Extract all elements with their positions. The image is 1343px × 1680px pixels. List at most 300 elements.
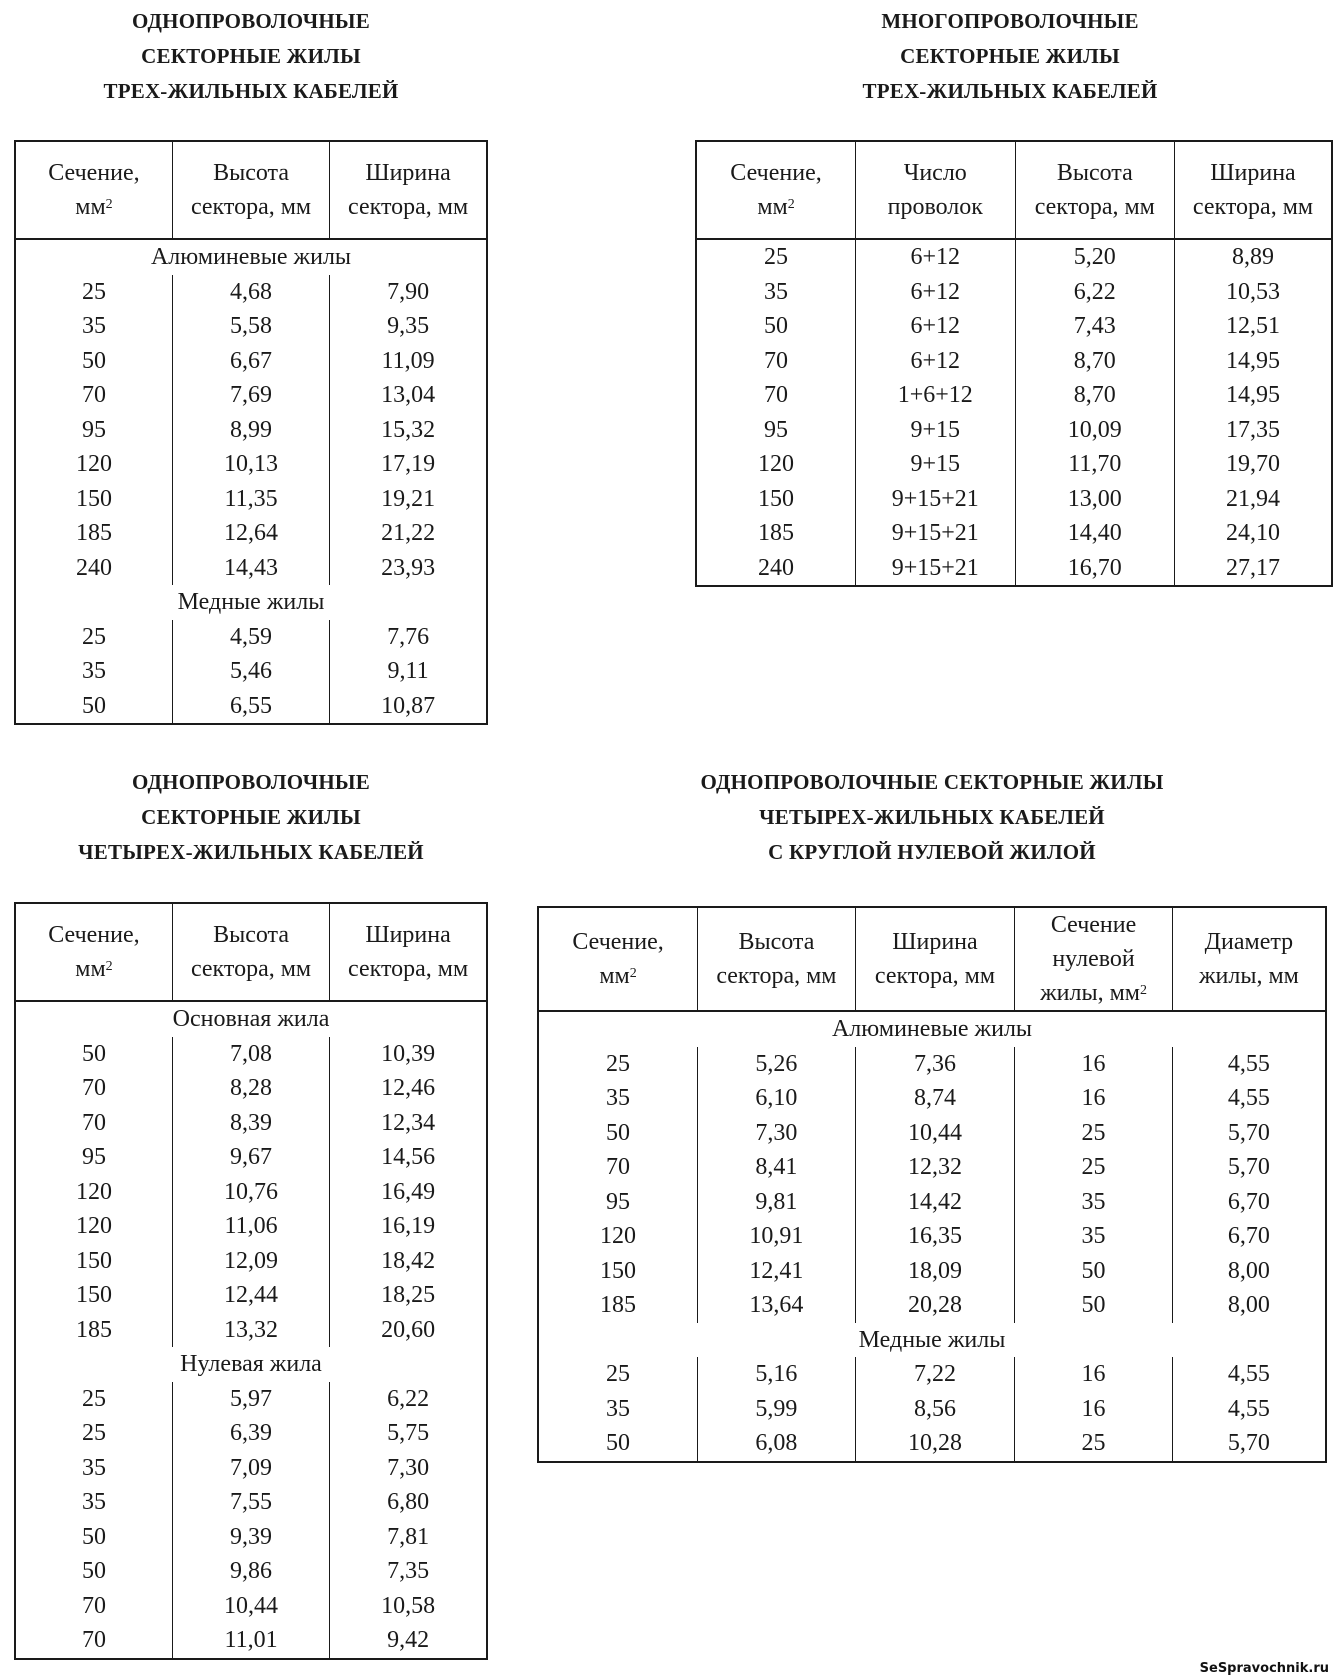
table-cell: 12,51 [1175, 309, 1333, 344]
table-cell: 35 [1015, 1185, 1173, 1220]
table-cell: 14,95 [1175, 344, 1333, 379]
table-cell: 50 [1015, 1288, 1173, 1323]
title-line: МНОГОПРОВОЛОЧНЫЕ [881, 9, 1139, 33]
header-line: Сечение, [572, 929, 664, 955]
table-cell: 185 [75, 1316, 112, 1343]
table-cell: 9+15+21 [856, 516, 1016, 551]
table-row [15, 1106, 487, 1141]
table-cell: 14,95 [1175, 378, 1333, 413]
column-header [1015, 907, 1173, 1011]
column-header [330, 903, 487, 1001]
table-cell: 50 [81, 1558, 106, 1585]
table-cell: 10,28 [855, 1426, 1015, 1462]
table-cell: 5,97 [172, 1382, 329, 1417]
table-cell: 7,81 [330, 1520, 487, 1555]
table-row [15, 1071, 487, 1106]
column-header [15, 141, 172, 239]
header-line: $мм^2$ [75, 194, 113, 220]
table-cell: 50 [81, 347, 106, 374]
table-cell: 11,70 [1015, 447, 1174, 482]
table-row [538, 1219, 1326, 1254]
table-cell: 25 [81, 1385, 106, 1412]
table-cell: 25 [606, 1050, 631, 1077]
table-cell: 10,91 [698, 1219, 856, 1254]
column-header [15, 903, 172, 1001]
table-cell: 7,69 [172, 378, 329, 413]
header-line: сектора, мм [190, 956, 312, 982]
header-row [538, 907, 1326, 1011]
table-cell: 9,81 [698, 1185, 856, 1220]
table-cell: 25 [81, 623, 106, 650]
table-single-wire-4core-round-neutral [537, 906, 1327, 1463]
column-header [1172, 907, 1326, 1011]
table-row [15, 1037, 487, 1072]
table-cell: 7,36 [855, 1047, 1015, 1082]
table-row [15, 1416, 487, 1451]
header-line: $мм^2$ [757, 194, 795, 220]
header-line: жилы, $мм^2$ [1040, 980, 1147, 1006]
table-cell: 10,76 [172, 1175, 329, 1210]
table-cell: 10,13 [172, 447, 329, 482]
table-cell: 150 [75, 1282, 112, 1309]
title-line: ОДНОПРОВОЛОЧНЫЕ СЕКТОРНЫЕ ЖИЛЫ [700, 770, 1164, 794]
title-line: С КРУГЛОЙ НУЛЕВОЙ ЖИЛОЙ [768, 840, 1096, 864]
table-row [15, 516, 487, 551]
header-line: Сечение [1050, 912, 1137, 938]
header-line: Диаметр [1204, 929, 1294, 955]
table-cell: 5,70 [1172, 1150, 1326, 1185]
group-row [538, 1323, 1326, 1358]
table-cell: 12,34 [330, 1106, 487, 1141]
table-cell: 8,56 [855, 1392, 1015, 1427]
table-cell: 120 [75, 451, 112, 478]
table-cell: 35 [1015, 1219, 1173, 1254]
table-row [696, 413, 1332, 448]
table-row [15, 482, 487, 517]
table-cell: 50 [81, 692, 106, 719]
table-cell: 9,11 [330, 654, 487, 689]
table-cell: 95 [81, 1144, 106, 1171]
table-cell: 18,42 [330, 1244, 487, 1279]
group-row [15, 239, 487, 275]
table-cell: 35 [764, 278, 788, 305]
table-cell: 10,58 [330, 1589, 487, 1624]
table-cell: 5,99 [698, 1392, 856, 1427]
table-cell: 23,93 [330, 551, 487, 586]
header-line: Сечение, [730, 160, 822, 186]
header-line: Высота [213, 922, 289, 948]
table-cell: 4,59 [172, 620, 329, 655]
table-row [15, 1382, 487, 1417]
table-cell: 5,70 [1172, 1116, 1326, 1151]
group-label: Медные жилы [177, 589, 325, 616]
title-line: ЧЕТЫРЕХ-ЖИЛЬНЫХ КАБЕЛЕЙ [759, 805, 1105, 829]
table-cell: 8,00 [1172, 1288, 1326, 1323]
table-cell: 25 [1015, 1426, 1173, 1462]
table-cell: 14,43 [172, 551, 329, 586]
title-line: СЕКТОРНЫЕ ЖИЛЫ [141, 805, 361, 829]
table-cell: 6+12 [856, 239, 1016, 275]
header-line: сектора, мм [1034, 194, 1155, 220]
group-row [15, 585, 487, 620]
table-multi-wire-3core [695, 140, 1333, 587]
table-cell: 9+15+21 [856, 551, 1016, 587]
table-cell: 6,70 [1172, 1185, 1326, 1220]
table-cell: 13,00 [1015, 482, 1174, 517]
table-cell: 50 [1015, 1254, 1173, 1289]
table-cell: 120 [75, 1213, 112, 1240]
table-cell: 25 [764, 244, 788, 271]
title-line: СЕКТОРНЫЕ ЖИЛЫ [900, 44, 1120, 68]
table-cell: 8,41 [698, 1150, 856, 1185]
table-cell: 70 [606, 1154, 631, 1181]
header-line: Ширина [892, 929, 978, 955]
table-cell: 11,06 [172, 1209, 329, 1244]
table-cell: 8,28 [172, 1071, 329, 1106]
title-line: ТРЕХ-ЖИЛЬНЫХ КАБЕЛЕЙ [862, 79, 1158, 103]
table-cell: 25 [1015, 1116, 1173, 1151]
table-cell: 1+6+12 [856, 378, 1016, 413]
table-cell: 12,09 [172, 1244, 329, 1279]
column-header [856, 141, 1016, 239]
table-row [15, 1589, 487, 1624]
table-cell: 120 [600, 1223, 637, 1250]
table-cell: 4,55 [1172, 1047, 1326, 1082]
table-cell: 5,70 [1172, 1426, 1326, 1462]
table-cell: 50 [81, 1523, 106, 1550]
table-row [538, 1254, 1326, 1289]
header-line: Сечение, [48, 160, 140, 186]
table-cell: 6+12 [856, 275, 1016, 310]
header-line: сектора, мм [348, 956, 469, 982]
table-cell: 10,39 [330, 1037, 487, 1072]
header-line: нулевой [1052, 946, 1135, 972]
table-cell: 35 [81, 658, 106, 685]
table-row [15, 1244, 487, 1279]
table-row [538, 1392, 1326, 1427]
watermark: SeSpravochnik.ru [1199, 1661, 1329, 1676]
table-cell: 9,67 [172, 1140, 329, 1175]
table-row [538, 1150, 1326, 1185]
table-row [15, 1554, 487, 1589]
table-cell: 21,22 [330, 516, 487, 551]
table-cell: 5,20 [1015, 239, 1174, 275]
table-cell: 70 [764, 382, 788, 409]
table-row [538, 1426, 1326, 1462]
table-cell: 20,60 [330, 1313, 487, 1348]
table-cell: 50 [764, 313, 788, 340]
table-cell: 95 [764, 416, 788, 443]
table-row [15, 1313, 487, 1348]
table-cell: 16,70 [1015, 551, 1174, 587]
column-header [1175, 141, 1333, 239]
table-row [15, 447, 487, 482]
title-line: ЧЕТЫРЕХ-ЖИЛЬНЫХ КАБЕЛЕЙ [78, 840, 424, 864]
table-cell: 14,56 [330, 1140, 487, 1175]
table-cell: 19,21 [330, 482, 487, 517]
table-row [696, 551, 1332, 587]
header-line: сектора, мм [716, 963, 837, 989]
table-cell: 9,86 [172, 1554, 329, 1589]
table-cell: 35 [606, 1085, 631, 1112]
table-cell: 6,55 [172, 689, 329, 725]
header-line: сектора, мм [348, 194, 469, 220]
table-cell: 8,89 [1175, 239, 1333, 275]
table-row [538, 1357, 1326, 1392]
table-single-wire-4core [14, 902, 488, 1660]
table-cell: 95 [81, 416, 106, 443]
table-cell: 70 [81, 1075, 106, 1102]
table-cell: 25 [81, 278, 106, 305]
table-cell: 25 [606, 1361, 631, 1388]
title-line: ТРЕХ-ЖИЛЬНЫХ КАБЕЛЕЙ [103, 79, 399, 103]
table-cell: 240 [75, 554, 112, 581]
header-line: Ширина [365, 922, 451, 948]
table-row [696, 378, 1332, 413]
table-cell: 5,26 [698, 1047, 856, 1082]
table-cell: 10,53 [1175, 275, 1333, 310]
table-cell: 14,42 [855, 1185, 1015, 1220]
table-cell: 150 [75, 485, 112, 512]
table-cell: 12,44 [172, 1278, 329, 1313]
table-cell: 12,41 [698, 1254, 856, 1289]
table-cell: 9+15 [856, 413, 1016, 448]
table-cell: 6,67 [172, 344, 329, 379]
table-row [15, 1623, 487, 1659]
header-line: Высота [1056, 160, 1133, 186]
table-cell: 25 [81, 1420, 106, 1447]
table-row [538, 1288, 1326, 1323]
table-cell: 35 [81, 1489, 106, 1516]
header-row [15, 141, 487, 239]
column-header [172, 903, 329, 1001]
table-cell: 9+15+21 [856, 482, 1016, 517]
table-cell: 21,94 [1175, 482, 1333, 517]
table-cell: 13,32 [172, 1313, 329, 1348]
table-cell: 7,55 [172, 1485, 329, 1520]
table-cell: 7,43 [1015, 309, 1174, 344]
table-row [538, 1047, 1326, 1082]
table-cell: 16 [1015, 1081, 1173, 1116]
table-cell: 11,01 [172, 1623, 329, 1659]
table-row [15, 1140, 487, 1175]
table-cell: 9,35 [330, 309, 487, 344]
table-cell: 185 [600, 1292, 637, 1319]
group-label: Алюминевые жилы [150, 244, 352, 271]
table-cell: 7,90 [330, 275, 487, 310]
table-cell: 8,00 [1172, 1254, 1326, 1289]
table-cell: 6,80 [330, 1485, 487, 1520]
table-row [15, 344, 487, 379]
table1-title [14, 4, 488, 109]
table-cell: 4,55 [1172, 1392, 1326, 1427]
table-cell: 8,39 [172, 1106, 329, 1141]
table-cell: 4,68 [172, 275, 329, 310]
table-row [15, 309, 487, 344]
group-row [15, 1347, 487, 1382]
table-cell: 9,42 [330, 1623, 487, 1659]
table-cell: 7,35 [330, 1554, 487, 1589]
table-cell: 8,74 [855, 1081, 1015, 1116]
header-row [15, 903, 487, 1001]
table-cell: 20,28 [855, 1288, 1015, 1323]
table-row [696, 344, 1332, 379]
table-cell: 6,70 [1172, 1219, 1326, 1254]
column-header [698, 907, 856, 1011]
table2-title [695, 4, 1325, 109]
group-row [15, 1001, 487, 1037]
table-cell: 185 [75, 520, 112, 547]
table-cell: 150 [758, 485, 794, 512]
table-row [15, 378, 487, 413]
title-line: СЕКТОРНЫЕ ЖИЛЫ [141, 44, 361, 68]
column-header [855, 907, 1015, 1011]
header-line: проволок [887, 194, 983, 220]
table-cell: 7,30 [698, 1116, 856, 1151]
table-single-wire-3core [14, 140, 488, 725]
table-cell: 19,70 [1175, 447, 1333, 482]
table-cell: 11,35 [172, 482, 329, 517]
header-line: жилы, мм [1198, 963, 1299, 989]
header-line: Сечение, [48, 922, 140, 948]
table-cell: 17,35 [1175, 413, 1333, 448]
table-cell: 185 [758, 520, 794, 547]
table-row [15, 654, 487, 689]
table-cell: 16 [1015, 1392, 1173, 1427]
header-row [696, 141, 1332, 239]
table-row [538, 1185, 1326, 1220]
table-cell: 8,70 [1015, 344, 1174, 379]
table-cell: 70 [81, 382, 106, 409]
table-cell: 5,46 [172, 654, 329, 689]
table-cell: 6+12 [856, 309, 1016, 344]
table-cell: 5,58 [172, 309, 329, 344]
table-cell: 18,09 [855, 1254, 1015, 1289]
table-row [15, 551, 487, 586]
group-label: Нулевая жила [180, 1351, 322, 1378]
table4-title [537, 765, 1327, 870]
title-line: ОДНОПРОВОЛОЧНЫЕ [132, 770, 370, 794]
table-cell: 50 [81, 1040, 106, 1067]
table-cell: 7,22 [855, 1357, 1015, 1392]
table-row [696, 447, 1332, 482]
table3-title [14, 765, 488, 870]
table-cell: 50 [606, 1430, 631, 1457]
group-row [538, 1011, 1326, 1047]
table-cell: 12,46 [330, 1071, 487, 1106]
table-cell: 16 [1015, 1047, 1173, 1082]
group-label: Алюминевые жилы [831, 1016, 1033, 1043]
group-label: Медные жилы [858, 1326, 1006, 1353]
table-row [696, 516, 1332, 551]
table-cell: 70 [764, 347, 788, 374]
table-row [696, 275, 1332, 310]
table-row [696, 239, 1332, 275]
table-cell: 24,10 [1175, 516, 1333, 551]
table-cell: 12,64 [172, 516, 329, 551]
table-cell: 12,32 [855, 1150, 1015, 1185]
header-line: Высота [213, 160, 289, 186]
column-header [1015, 141, 1174, 239]
table-cell: 25 [1015, 1150, 1173, 1185]
table-row [15, 1485, 487, 1520]
table-cell: 6,22 [1015, 275, 1174, 310]
table-row [538, 1081, 1326, 1116]
table-cell: 50 [606, 1119, 631, 1146]
table-cell: 13,04 [330, 378, 487, 413]
table-cell: 8,70 [1015, 378, 1174, 413]
table-cell: 6,08 [698, 1426, 856, 1462]
header-line: сектора, мм [190, 194, 312, 220]
table-cell: 6+12 [856, 344, 1016, 379]
table-row [696, 309, 1332, 344]
table-row [538, 1116, 1326, 1151]
table-cell: 4,55 [1172, 1081, 1326, 1116]
table-row [15, 689, 487, 725]
table-cell: 240 [758, 554, 794, 581]
table-cell: 95 [606, 1188, 631, 1215]
header-line: Число [903, 160, 967, 186]
table-cell: 16,19 [330, 1209, 487, 1244]
table-cell: 70 [81, 1627, 106, 1654]
table-cell: 35 [81, 313, 106, 340]
column-header [330, 141, 487, 239]
header-line: $мм^2$ [75, 956, 113, 982]
table-cell: 4,55 [1172, 1357, 1326, 1392]
header-line: Ширина [1210, 160, 1296, 186]
header-line: $мм^2$ [599, 963, 637, 989]
table-cell: 16,35 [855, 1219, 1015, 1254]
table-cell: 8,99 [172, 413, 329, 448]
table-cell: 5,75 [330, 1416, 487, 1451]
table-row [15, 620, 487, 655]
table-cell: 18,25 [330, 1278, 487, 1313]
table-cell: 9,39 [172, 1520, 329, 1555]
table-cell: 14,40 [1015, 516, 1174, 551]
table-row [15, 275, 487, 310]
column-header [696, 141, 856, 239]
table-row [15, 413, 487, 448]
table-cell: 35 [81, 1454, 106, 1481]
table-cell: 15,32 [330, 413, 487, 448]
group-label: Основная жила [172, 1006, 330, 1033]
table-cell: 120 [758, 451, 794, 478]
table-cell: 10,87 [330, 689, 487, 725]
table-row [15, 1520, 487, 1555]
table-cell: 7,30 [330, 1451, 487, 1486]
table-cell: 7,08 [172, 1037, 329, 1072]
table-cell: 6,39 [172, 1416, 329, 1451]
table-cell: 11,09 [330, 344, 487, 379]
table-row [696, 482, 1332, 517]
table-cell: 35 [606, 1395, 631, 1422]
column-header [172, 141, 329, 239]
table-cell: 9+15 [856, 447, 1016, 482]
table-cell: 13,64 [698, 1288, 856, 1323]
table-cell: 7,09 [172, 1451, 329, 1486]
table-cell: 10,44 [172, 1589, 329, 1624]
table-cell: 16 [1015, 1357, 1173, 1392]
table-cell: 10,09 [1015, 413, 1174, 448]
table-cell: 150 [75, 1247, 112, 1274]
table-cell: 5,16 [698, 1357, 856, 1392]
table-cell: 27,17 [1175, 551, 1333, 587]
table-row [15, 1451, 487, 1486]
table-row [15, 1209, 487, 1244]
table-cell: 17,19 [330, 447, 487, 482]
table-cell: 7,76 [330, 620, 487, 655]
title-line: ОДНОПРОВОЛОЧНЫЕ [132, 9, 370, 33]
